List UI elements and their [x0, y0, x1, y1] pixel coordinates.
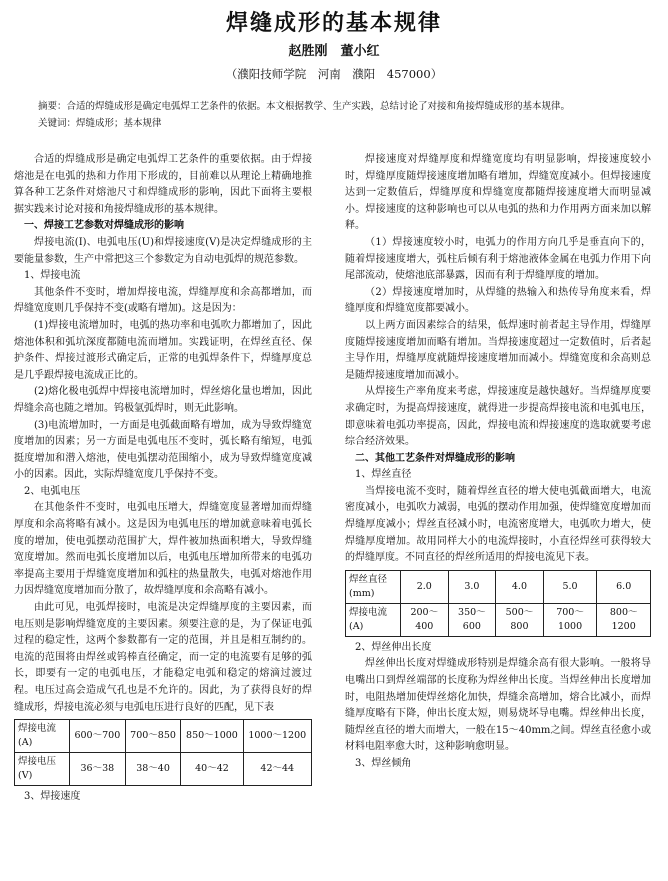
paragraph: (3)电流增加时，一方面是电弧截面略有增加，成为导致焊缝宽度增加的因素；另一方面是电弧电压不变时，弧长略有缩短，电弧挺度增加和潜入熔池，使电弧摆动范围缩小，成为导致焊缝宽度减小的因素。因此，实际焊缝宽度几乎保持不变。 — [14, 419, 312, 481]
table-cell: 2.0 — [401, 570, 449, 603]
subsection-heading: 3、焊丝倾角 — [355, 758, 412, 769]
paragraph: 焊丝伸出长度对焊缝成形特别是焊缝余高有很大影响。一般将导电嘴出口到焊丝端部的长度称为焊丝伸出长度。当焊丝伸出长度增加时，电阻热增加使焊丝熔化加快，焊缝余高增加，熔合比减小，而焊缝厚度略有下降，伸出长度太短，则易烧坏导电嘴。焊丝伸出长度，随焊丝直径的增大而增大，一般在15～40mm之间。焊丝直径愈小或材料电阻率愈大时，这种影响愈明显。 — [345, 658, 651, 753]
subsection-heading: 2、电弧电压 — [24, 485, 81, 497]
table-cell: 6.0 — [597, 570, 651, 603]
table-row — [346, 603, 651, 636]
paragraph: 当焊接电流不变时，随着焊丝直径的增大使电弧截面增大，电流密度减小，电弧吹力减弱，电弧的摆动作用加强，使焊缝宽度增加而焊缝厚度减小；焊丝直径减小时，电流密度增大，电弧吹力增大，使焊缝厚度增加。故用同样大小的电流焊接时，小直径焊丝可获得较大的焊缝厚度。不同直径的焊丝所适用的焊接电流见下表。 — [345, 485, 651, 564]
paragraph: （1）焊接速度较小时，电弧力的作用方向几乎是垂直向下的，随着焊接速度增大，弧柱后倾有利于熔池液体金属在电弧力作用下向尾部流动，使熔池底部暴露，因而有利于焊缝厚度的增加。 — [345, 236, 651, 282]
authors: 赵胜刚 董小红 — [288, 44, 380, 59]
section-heading: 二、其他工艺条件对焊缝成形的影响 — [355, 452, 515, 464]
table-cell: 42～44 — [243, 753, 312, 786]
paragraph: 由此可见，电弧焊接时，电流是决定焊缝厚度的主要因素，而电压则是影响焊缝宽度的主要因素。须要注意的是，为了保证电弧过程的稳定性，这两个参数都有一定的范围，并且是相互制约的。电流的范围将由焊丝或钨棒直径确定，而一定的电流要有足够的弧长，即要有一定的电弧电压，才能稳定电弧和稳定的熔滴过渡过程。电压过高会造成气孔也是不允许的。因此，为了获得良好的焊缝成形，焊接电流必须与电弧电压进行良好的匹配，见下表 — [14, 602, 312, 713]
table-row — [346, 570, 651, 603]
paper-title: 焊缝成形的基本规律 — [225, 10, 442, 36]
table-row — [15, 720, 312, 753]
table-cell: 500～800 — [496, 603, 544, 636]
paragraph: 从焊接生产率角度来考虑，焊接速度是越快越好。当焊缝厚度要求确定时，为提高焊接速度，就得进一步提高焊接电流和电弧电压，即意味着电弧功率提高，因此，焊接电流和焊接速度的选取就要考虑综合经济效果。 — [345, 386, 651, 448]
row-header: 焊接电压(V) — [15, 753, 70, 786]
table-row — [15, 753, 312, 786]
table-cell: 36～38 — [70, 753, 126, 786]
row-header: 焊接电流(A) — [346, 603, 401, 636]
table-cell: 4.0 — [496, 570, 544, 603]
table-cell: 5.0 — [543, 570, 597, 603]
keywords: 关键词：焊缝成形；基本规律 — [38, 118, 162, 129]
row-header: 焊丝直径(mm) — [346, 570, 401, 603]
table-cell: 700～1000 — [543, 603, 597, 636]
section-heading: 一、焊接工艺参数对焊缝成形的影响 — [24, 220, 184, 232]
wire-diameter-current-table — [345, 570, 651, 637]
paragraph: （2）焊接速度增加时，从焊缝的热输入和热传导角度来看，焊缝厚度和焊缝宽度都要减小。 — [345, 286, 651, 315]
paragraph: 焊接速度对焊缝厚度和焊缝宽度均有明显影响，焊接速度较小时，焊缝厚度随焊接速度增加略有增加，焊缝宽度减小。但焊接速度达到一定数值后，焊缝厚度和焊缝宽度都随焊接速度增大而明显减小。焊接速度的这种影响也可以从电弧的热和力作用两方面来加以解释。 — [345, 154, 651, 232]
table-cell: 200～400 — [401, 603, 449, 636]
paragraph: 以上两方面因素综合的结果，低焊速时前者起主导作用，焊缝厚度随焊接速度增加而略有增加。当焊接速度超过一定数值时，后者起主导作用，焊缝厚度就随焊接速度增加而减小。焊缝宽度和余高则总是随焊接速度增加而减小。 — [345, 319, 651, 381]
subsection-heading: 2、焊丝伸出长度 — [355, 641, 432, 653]
subsection-heading: 3、焊接速度 — [24, 791, 81, 803]
paragraph: (1)焊接电流增加时，电弧的热功率和电弧吹力都增加了，因此熔池体积和弧坑深度都随电流而增加。实践证明，在焊丝直径、保护条件、焊接过渡形式确定后，正常的电弧焊条件下，焊缝厚度总是几乎跟焊接电流成正比的。 — [14, 319, 312, 381]
paragraph: (2)熔化极电弧焊中焊接电流增加时，焊丝熔化量也增加，因此焊缝余高也随之增加。钨极氩弧焊时，则无此影响。 — [14, 386, 312, 414]
paragraph: 合适的焊缝成形是确定电弧焊工艺条件的重要依据。由于焊接熔池是在电弧的热和力作用下形成的，目前难以从理论上精确地推算各种工艺条件对熔池尺寸和焊缝成形的影响，因此下面将主要根据实践来讨论对接和角接焊缝成形的基本规律。 — [14, 154, 312, 215]
row-header: 焊接电流(A) — [15, 720, 70, 753]
paragraph: 其他条件不变时，增加焊接电流，焊缝厚度和余高都增加，而焊缝宽度则几乎保持不变(或略有增加)。这是因为： — [14, 286, 312, 315]
table-cell: 600～700 — [70, 720, 126, 753]
abstract: 摘要：合适的焊缝成形是确定电弧焊工艺条件的依据。本文根据教学、生产实践，总结讨论了对接和角接焊缝成形的基本规律。 — [38, 101, 571, 112]
table-cell: 700～850 — [125, 720, 181, 753]
subsection-heading: 1、焊接电流 — [24, 270, 81, 282]
table-cell: 3.0 — [448, 570, 496, 603]
paragraph: 在其他条件不变时，电弧电压增大，焊缝宽度显著增加而焊缝厚度和余高将略有减小。这是因为电弧电压的增加就意味着电弧长度的增加，使电弧摆动范围扩大，焊件被加热面积增大，导致焊缝宽度增加。然而电弧长度增加以后，电弧电压增加所带来的电弧功率提高主要用于焊缝宽度增加和弧柱的热量散失，电弧对熔池作用力因焊缝宽度增加而分散了，故焊缝厚度和余高略有减小。 — [14, 502, 312, 597]
left-column — [14, 152, 312, 806]
table-cell: 350～600 — [448, 603, 496, 636]
table-cell: 800～1200 — [597, 603, 651, 636]
subsection-heading: 1、焊丝直径 — [355, 469, 412, 481]
abstract-block — [38, 98, 638, 132]
right-column — [345, 152, 651, 773]
table-cell: 38～40 — [125, 753, 181, 786]
paragraph: 焊接电流(I)、电弧电压(U)和焊接速度(V)是决定焊缝成形的主要能量参数，生产中常把这三个参数定为自动电弧焊的规范参数。 — [14, 236, 312, 265]
current-voltage-table — [14, 719, 312, 786]
affiliation: （濮阳技师学院 河南 濮阳 457000） — [225, 67, 443, 81]
table-cell: 850～1000 — [181, 720, 243, 753]
table-cell: 1000～1200 — [243, 720, 312, 753]
table-cell: 40～42 — [181, 753, 243, 786]
